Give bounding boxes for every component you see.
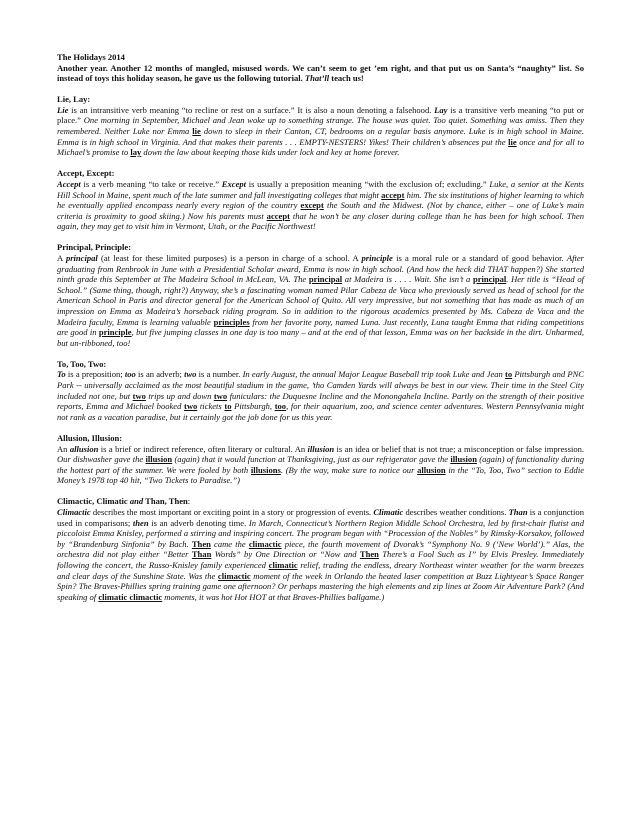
keyword-usage: principles xyxy=(213,316,250,327)
text-run: tickets xyxy=(197,401,225,412)
text-run: at Madeira is . . . . Wait. She isn’t a xyxy=(342,274,473,285)
intro-paragraph xyxy=(57,63,584,84)
keyword-usage: lie xyxy=(508,136,517,147)
section-heading: Allusion, Illusion: xyxy=(57,432,123,443)
text-run: Another year. Another 12 months of mangled, misused words. We can’t seem to get ’em right, and that put us on Santa’s “naughty” list. So instead of toys this holiday season, he gave us the following tutorial. xyxy=(57,62,584,84)
term-definition: Than xyxy=(508,506,528,517)
text-run: . (By the way, make sure to notice our xyxy=(280,464,418,475)
text-run: down to sleep in their Canton, CT, bedrooms on a regular basis anymore. Luke is in high school in Maine. Emma is in high school in Virginia. And that makes their parents . . . EMPTY-NESTERS! Yikes! Their children’s absences put the xyxy=(57,126,584,147)
keyword-usage: climatic climactic xyxy=(98,591,163,602)
term-definition: Lie xyxy=(57,104,69,115)
term-definition: two xyxy=(184,369,197,380)
section-body xyxy=(57,179,584,232)
text-run: is a preposition; xyxy=(65,369,125,380)
text-run: down the law about keeping those kids under lock and key at home forever. xyxy=(141,147,400,158)
text-run: describes weather conditions. xyxy=(403,506,509,517)
term-definition: Accept xyxy=(57,178,81,189)
text-run: piece, the fourth movement of Dvorak’s “Symphony No. 9 (‘New World’).” Alas, the orchestra did not play either “Better xyxy=(57,538,584,560)
term-definition: Except xyxy=(221,178,247,189)
text-run: is usually a preposition meaning “with the exclusion of; excluding.” xyxy=(246,178,490,189)
text-run: the South and the Midwest. (Not by chance, either – one of Luke’s main criteria is proximity to good skiing.) Now his parents must xyxy=(57,200,584,221)
text-run: Luke, a senior at the Kents Hill School in Maine, spent much of the late summer and fall investigating colleges that might xyxy=(57,178,584,200)
keyword-usage: to xyxy=(505,369,513,380)
section-body xyxy=(57,105,584,158)
section-heading: Principal, Principle: xyxy=(57,242,132,253)
term-definition: principle xyxy=(361,253,393,263)
text-run: is an adverb denoting time. xyxy=(148,517,249,528)
keyword-usage: except xyxy=(300,200,324,211)
text-run: relief, trading the endless, dreary Northeast winter weather for the warm breezes and clear days of the Sunshine State. Was the xyxy=(57,559,584,581)
text-run: In early August, the annual Major League Baseball trip took Luke and Jean xyxy=(242,369,505,380)
keyword-usage: principal xyxy=(308,274,343,285)
text-run: In March, Connecticut’s Northern Region Middle School Orchestra, led by first-chair flutist and piccoloist Emma Knisley, performed a stirring and inspiring concert. The program began with “Procession of the Nobles” by Rimsky-Korsakov, followed by “Brandenburg Sinfonia” by Bach. xyxy=(57,517,584,549)
text-run: An xyxy=(57,443,70,454)
text-run: is a brief or indirect reference, often literary or cultural. An xyxy=(98,443,308,454)
section-body xyxy=(57,369,584,422)
text-run: is a transitive verb meaning “to put or place.” xyxy=(57,104,584,126)
text-run: is a moral rule or a standard of good behavior. xyxy=(392,253,567,263)
text-run: One morning in September, Michael and Jean woke up to something strange. The house was quiet. Too quiet. Something was amiss. Then they remembered. Neither Luke nor Emma xyxy=(57,115,584,137)
keyword-usage: climatic xyxy=(268,559,298,570)
term-definition: To xyxy=(57,369,66,380)
term-definition: and xyxy=(129,496,144,507)
text-run: A xyxy=(57,253,66,263)
keyword-usage: principal xyxy=(473,274,507,285)
keyword-usage: illusions xyxy=(250,464,281,475)
section-climactic-climatic-than-then xyxy=(57,496,584,602)
keyword-usage: illusion xyxy=(145,454,173,465)
section-heading: Lie, Lay: xyxy=(57,94,91,105)
text-run: trips up and down xyxy=(145,390,214,401)
text-run: . Her title is “Head of School.” (Same thing, though, right?) Anyway, she’s a fascinating woman named Pilar Cabeza de Vaca who previously served as head of school for the American School in Paris and director general for the American School of Quito. All very impressive, but not something that has made as much of an impression on Emma as Madeira’s horseback riding program. So in addition to the rigorous academics presented by Ms. Cabeza de Vaca and the Madeira faculty, Emma is learning valuable xyxy=(57,274,585,327)
text-run: : xyxy=(187,496,191,507)
text-run: (again) of functionality during the hottest part of the summer. We were fooled by both xyxy=(57,454,584,475)
text-run: is a number. xyxy=(196,369,243,380)
term-definition: too xyxy=(124,369,136,380)
section-heading: Accept, Except: xyxy=(57,168,115,179)
text-run: is a conjunction used in comparisons; xyxy=(57,506,584,528)
section-lie-lay xyxy=(57,94,584,158)
text-run: Climactic, Climatic xyxy=(57,496,130,507)
text-run: Words” by One Direction or “Now and xyxy=(211,549,360,560)
text-run: Than, Then xyxy=(143,496,188,507)
section-body xyxy=(57,253,584,348)
keyword-usage: accept xyxy=(266,210,290,221)
term-definition: then xyxy=(132,517,149,528)
text-run: in the “To, Too, Two” section to Eddie Money’s 1978 top 40 hit, “Two Tickets to Paradise.”) xyxy=(57,464,584,486)
text-run: moment of the week in Orlando the heated laser competition at Buzz Lightyear’s Space Ranger Spin? The Braves-Phillies spring training game one afternoon? Or perhaps mastering the high elements and zip lines at Zoom Air Adventure Park? (And speaking of xyxy=(57,570,584,602)
keyword-usage: Then xyxy=(191,538,211,549)
text-run: once and for all to Michael’s promise to xyxy=(57,136,584,158)
term-definition: Lay xyxy=(434,104,448,115)
term-definition: allusion xyxy=(69,443,99,454)
keyword-usage: two xyxy=(132,390,146,401)
section-heading xyxy=(57,496,584,507)
text-run: funiculars: the Duquesne Incline and the Monongahela Incline. Partly on the strength of their positive reports, Emma and Michael booked xyxy=(57,390,585,412)
text-run: is an intransitive verb meaning “to recline or rest on a surface.” It is also a noun denoting a falsehood. xyxy=(68,104,435,115)
text-run: (again) that it would function at Thanksgiving, just as our refrigerator gave the xyxy=(172,454,451,465)
section-allusion-illusion xyxy=(57,433,584,486)
text-run: There’s a Fool Such as I” by Elvis Presley. Immediately following the concert, the Russo-Knisley family experienced xyxy=(57,549,584,570)
keyword-usage: illusion xyxy=(450,454,477,465)
keyword-usage: Than xyxy=(191,549,212,560)
keyword-usage: lie xyxy=(192,126,201,137)
text-run: from her favorite pony, named Luna. Just recently, Luna taught Emma that riding competitions are good in xyxy=(57,316,585,338)
term-definition: Climatic xyxy=(373,506,404,517)
text-run: After graduating from Renbrook in June with a Presidential Scholar award, Emma is now in high school. (And how the heck did THAT happen?) She started ninth grade this September at The Madeira School in McLean, VA. The xyxy=(57,253,584,285)
term-definition: illusion xyxy=(307,443,335,454)
keyword-usage: allusion xyxy=(417,464,446,475)
keyword-usage: climactic xyxy=(248,538,282,549)
keyword-usage: principle xyxy=(98,327,132,338)
keyword-usage: lay xyxy=(130,147,142,158)
keyword-usage: two xyxy=(213,390,228,401)
term-definition: principal xyxy=(65,253,98,263)
term-definition: Climactic xyxy=(57,506,91,517)
text-run: teach us! xyxy=(329,73,364,84)
section-principal-principle xyxy=(57,242,584,348)
keyword-usage: to xyxy=(224,401,232,412)
text-run: is a verb meaning “to take or receive.” xyxy=(80,178,222,189)
keyword-usage: climactic xyxy=(217,570,251,581)
document-title: The Holidays 2014 xyxy=(57,52,125,62)
section-accept-except xyxy=(57,168,584,232)
text-run: Our dishwasher gave the xyxy=(57,454,146,465)
text-run: is an adverb; xyxy=(135,369,185,380)
section-body xyxy=(57,444,584,486)
text-run: (at least for these limited purposes) is a person in charge of a school. A xyxy=(97,253,362,263)
keyword-usage: too xyxy=(274,401,287,412)
text-run: , for their aquarium, zoo, and science center adventures. Western Pennsylvania might not rank as a vacation paradise, but it certainly got the job done for us this year. xyxy=(57,401,585,422)
text-run: came the xyxy=(210,538,249,549)
text-run: describes the most important or exciting point in a story or progression of events. xyxy=(90,506,374,517)
section-body xyxy=(57,507,584,602)
text-run: That’ll xyxy=(304,73,330,84)
text-run: moments, it was hot Hot HOT at that Braves-Phillies ballgame.) xyxy=(162,591,385,602)
text-run: is an idea or belief that is not true; a misconception or false impression. xyxy=(334,443,584,454)
section-to-too-two xyxy=(57,359,584,423)
text-run: Pittsburgh and PNC Park -- universally acclaimed as the most beautiful stadium in the game, ’tho Camden Yards will always be best in our view. Their time in the Steel City included not one, but xyxy=(57,369,584,401)
section-heading: To, Too, Two: xyxy=(57,358,107,369)
keyword-usage: Then xyxy=(359,549,379,560)
text-run: that he won’t be any closer during college than he has been for high school. Then again, they may get to visit him in Vermont, Utah, or the Pacific Northwest! xyxy=(57,210,584,232)
text-run: Pittsburgh, xyxy=(231,401,275,412)
text-run: , but five jumping classes in one day is too many – and at the end of that lesson, Emma was on her backside in the dirt. Unharmed, but un-ribboned, too! xyxy=(57,327,584,348)
keyword-usage: two xyxy=(184,401,198,412)
keyword-usage: accept xyxy=(381,189,405,200)
text-run: him. The six institutions of higher learning to which he eventually applied encompass nearly every region of the country xyxy=(57,189,584,211)
